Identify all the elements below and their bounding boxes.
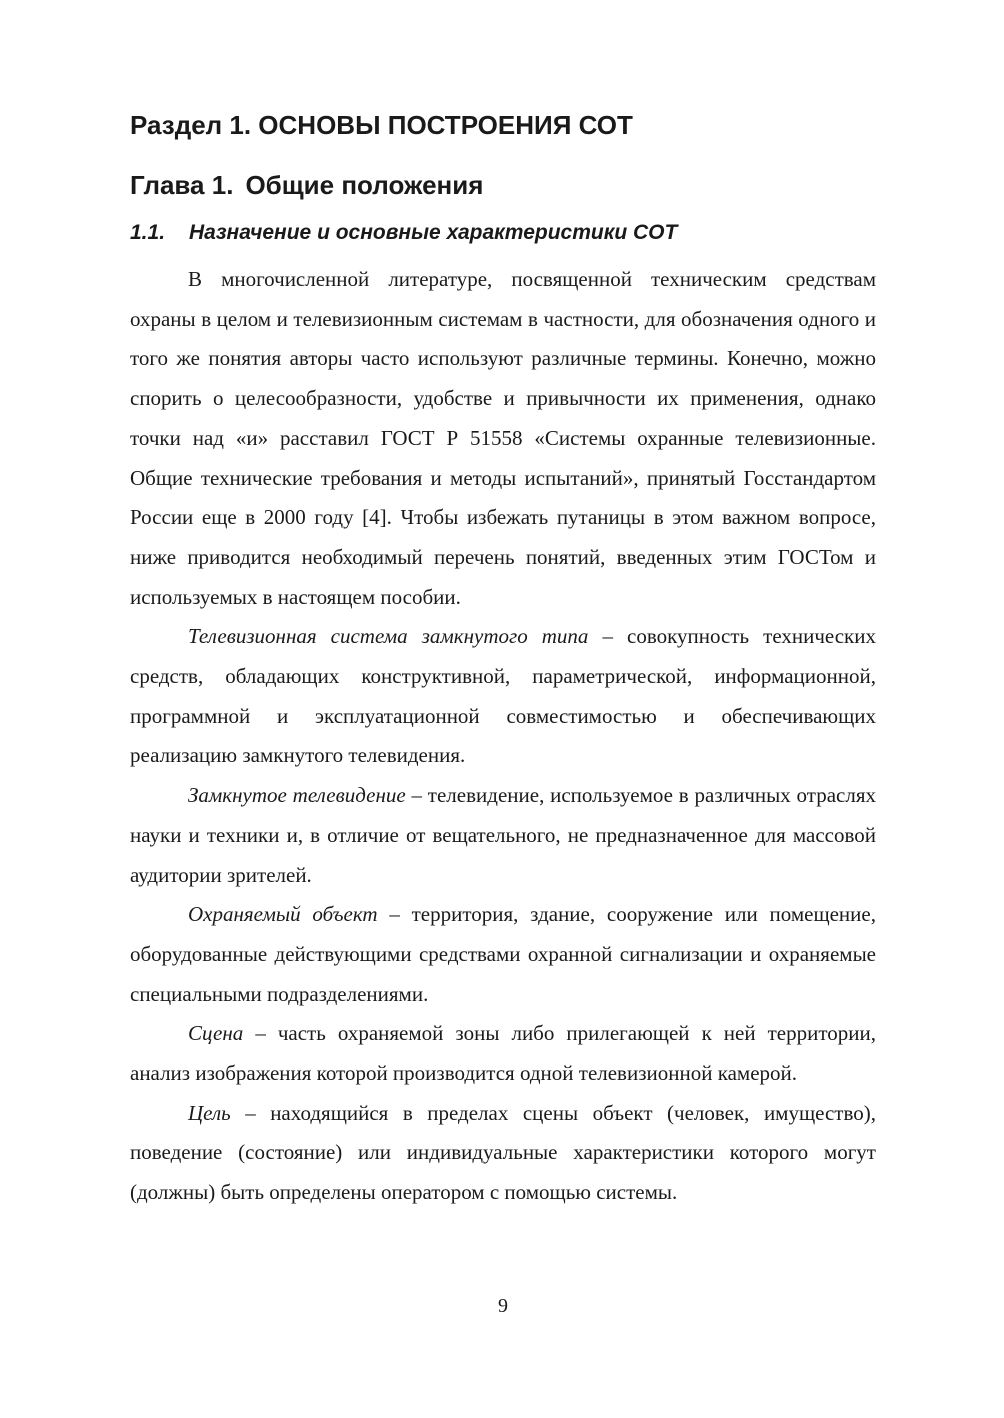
definition-paragraph	[130, 895, 876, 1014]
paragraph-text: В многочисленной литературе, посвященной техническим средствам охраны в целом и телевизионным системам в частности, для обозначения одного и того же понятия авторы часто используют различные термины. Конечно, можно спорить о целесообразности, удобстве и привычности их применения, однако точки над «и» расставил ГОСТ Р 51558 «Системы охранные телевизионные. Общие технические требования и методы испытаний», принятый Госстандартом России еще в 2000 году [4]. Чтобы избежать путаницы в этом важном вопросе, ниже приводится необходимый перечень понятий, введенных этим ГОСТом и используемых в настоящем пособии.	[130, 267, 876, 609]
chapter-number: Глава 1.	[130, 170, 234, 200]
chapter-title	[130, 168, 483, 202]
body-text	[130, 260, 876, 1213]
definition-text: – телевидение, используемое в различных отраслях науки и техники и, в отличие от вещательного, не предназначенное для массовой аудитории зрителей.	[130, 783, 876, 887]
section-title: Раздел 1. ОСНОВЫ ПОСТРОЕНИЯ СОТ	[130, 110, 633, 140]
definition-term: Охраняемый объект	[188, 902, 378, 927]
definition-term: Телевизионная система замкнутого типа	[188, 624, 589, 649]
definition-term: Сцена	[188, 1021, 244, 1046]
page-number: 9	[498, 1295, 508, 1317]
definition-text: – находящийся в пределах сцены объект (человек, имущество), поведение (состояние) или индивидуальные характеристики которого могут (должны) быть определены оператором с помощью системы.	[130, 1100, 876, 1205]
chapter-title-text: Общие положения	[245, 170, 484, 200]
definition-paragraph	[130, 1094, 876, 1213]
definition-paragraph	[130, 1014, 876, 1093]
definition-text: – совокупность технических средств, обладающих конструктивной, параметрической, информационной, программной и эксплуатационной совместимостью и обеспечивающих реализацию замкнутого телевидения.	[130, 624, 877, 768]
definition-text: – территория, здание, сооружение или помещение, оборудованные действующими средствами охранной сигнализации и охраняемые специальными подразделениями.	[130, 902, 876, 1006]
definition-term: Цель	[188, 1100, 231, 1125]
definition-term: Замкнутое телевидение	[188, 783, 406, 808]
subsection-title	[130, 218, 677, 248]
definition-text: – часть охраняемой зоны либо прилегающей к ней территории, анализ изображения которой производится одной телевизионной камерой.	[130, 1021, 876, 1086]
definition-paragraph	[130, 776, 876, 895]
definition-paragraph	[130, 617, 876, 776]
subsection-number: 1.1.	[130, 221, 166, 244]
intro-paragraph	[130, 260, 876, 617]
subsection-title-text: Назначение и основные характеристики СОТ	[189, 221, 678, 244]
